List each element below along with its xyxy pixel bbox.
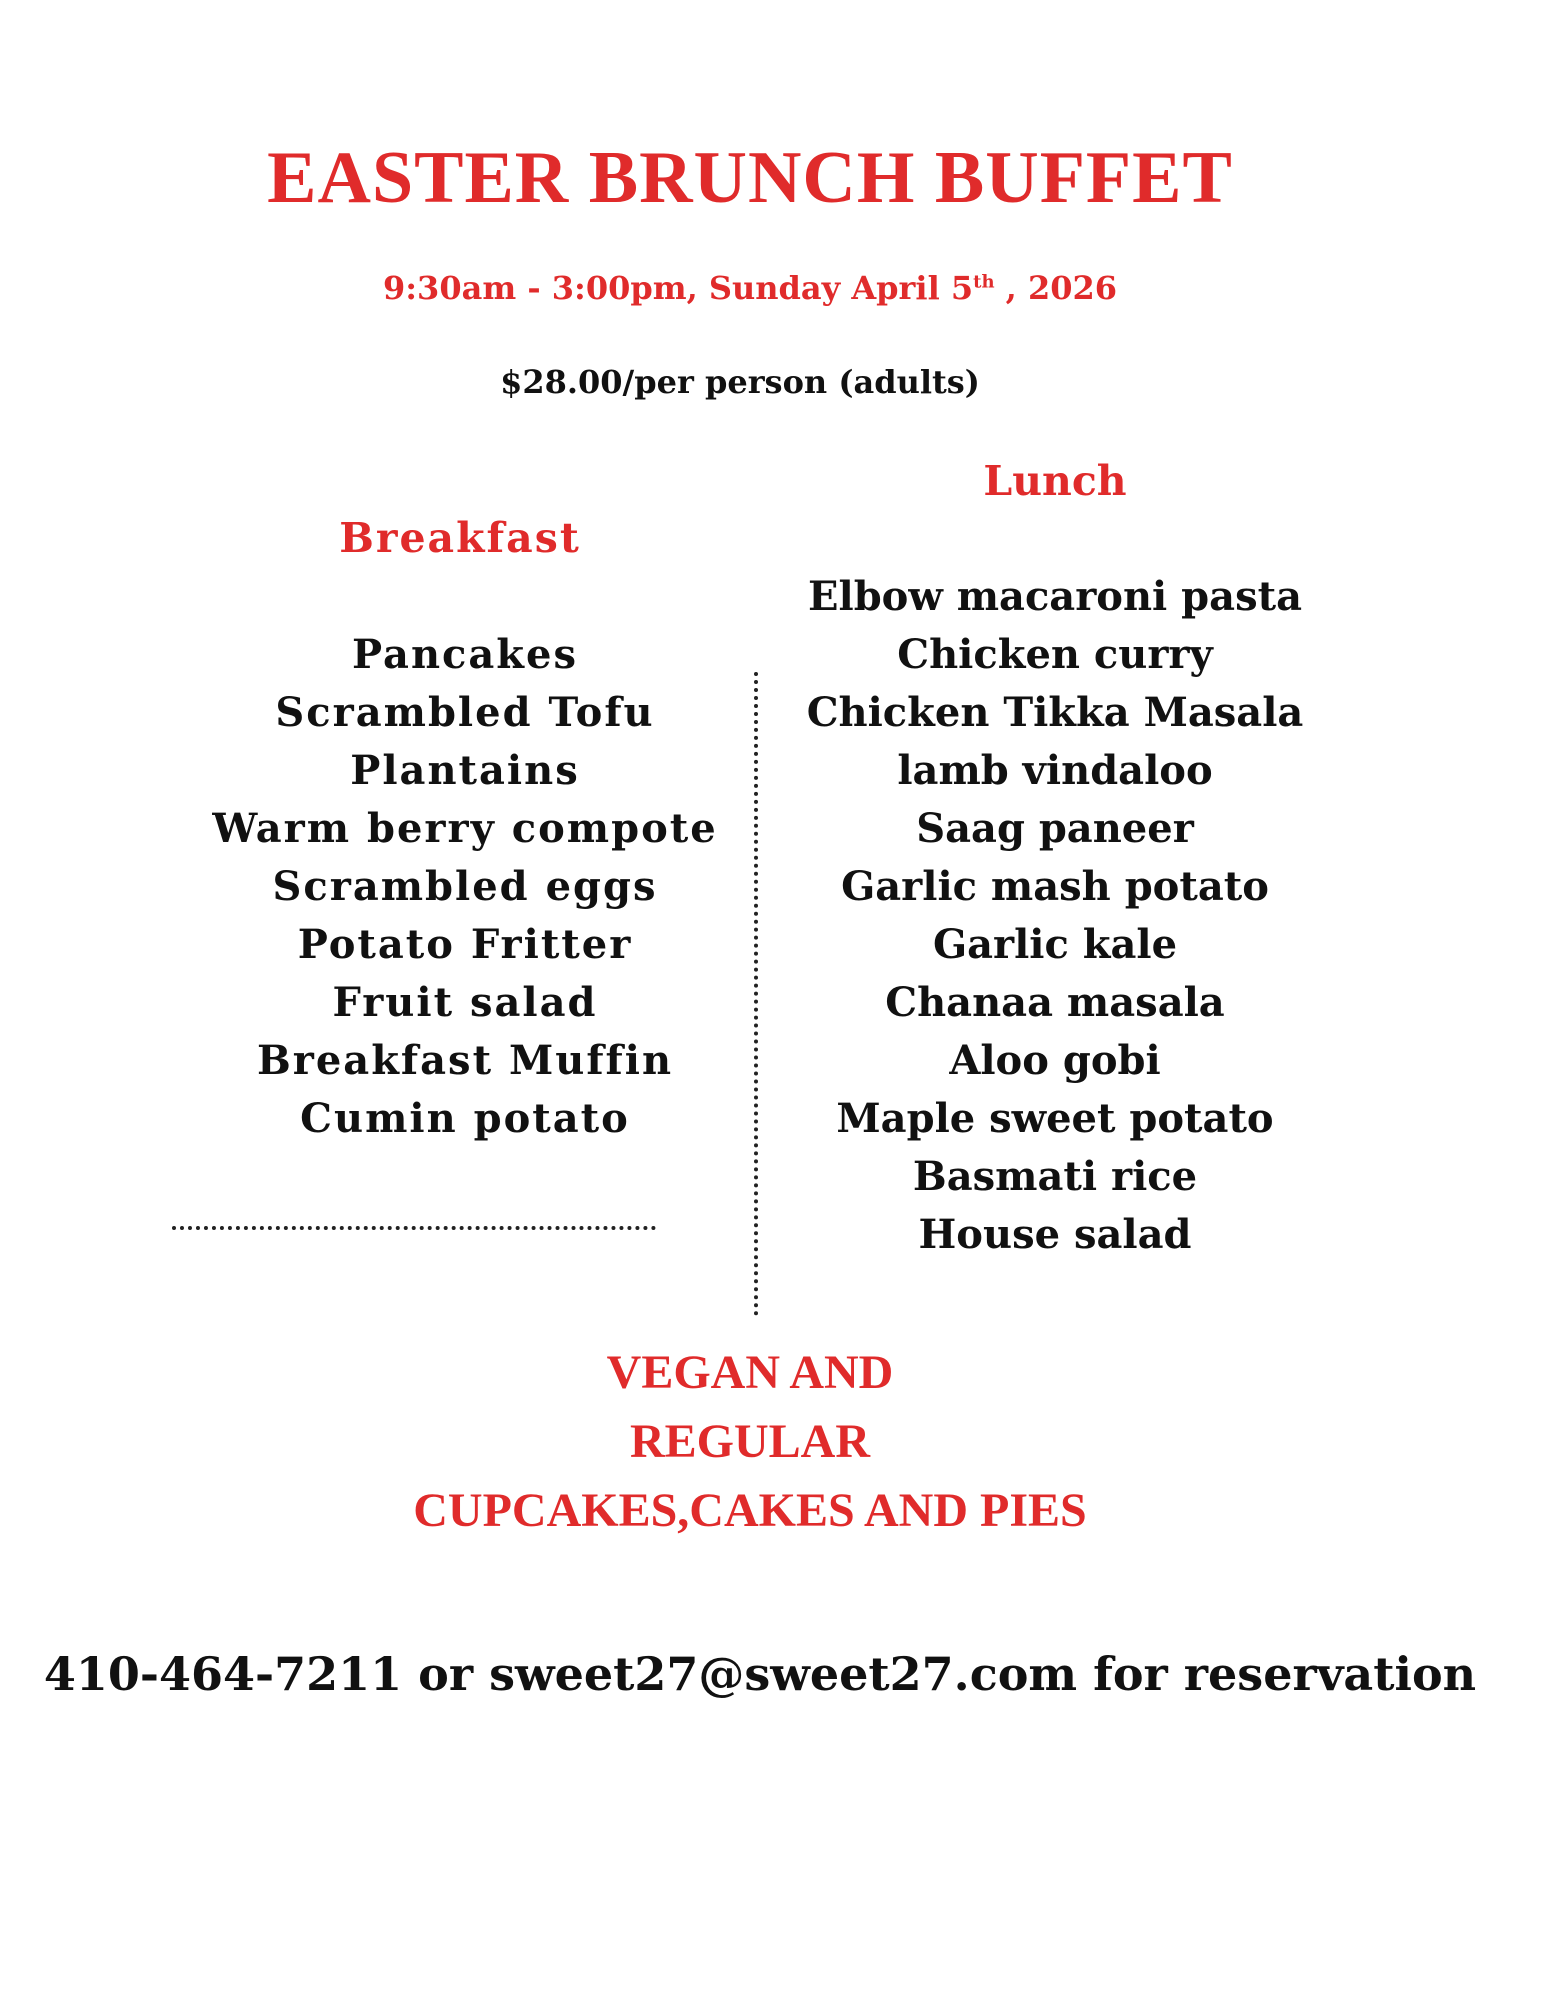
lunch-item: Chicken curry [897, 631, 1213, 678]
lunch-item: Aloo gobi [949, 1037, 1161, 1084]
desserts-line: REGULAR [629, 1415, 871, 1468]
lunch-item: Elbow macaroni pasta [808, 573, 1302, 620]
lunch-item: lamb vindaloo [897, 747, 1213, 794]
date-ordinal-suffix: th [973, 271, 995, 293]
breakfast-item: Potato Fritter [297, 921, 633, 968]
event-datetime [0, 268, 1500, 308]
lunch-item: Maple sweet potato [836, 1095, 1274, 1142]
lunch-item: Garlic mash potato [841, 863, 1269, 910]
event-date: 9:30am - 3:00pm, Sunday April 5 [382, 269, 974, 307]
page-title: EASTER BRUNCH BUFFET [267, 137, 1233, 219]
event-year: , 2026 [994, 269, 1118, 307]
breakfast-heading: Breakfast [339, 514, 581, 562]
breakfast-item: Warm berry compote [212, 805, 718, 852]
lunch-item: Saag paneer [916, 805, 1194, 852]
lunch-heading: Lunch [983, 457, 1127, 505]
lunch-item: Chanaa masala [885, 979, 1225, 1026]
breakfast-item: Scrambled Tofu [275, 689, 655, 736]
price-per-person: $28.00/per person (adults) [500, 363, 980, 401]
lunch-menu-list [780, 568, 1330, 1264]
lunch-item: Basmati rice [912, 1153, 1198, 1200]
breakfast-item: Pancakes [352, 631, 578, 678]
dotted-divider-horizontal [172, 1226, 656, 1230]
lunch-item: Garlic kale [932, 921, 1178, 968]
breakfast-menu-list [180, 626, 750, 1148]
lunch-item: House salad [918, 1211, 1192, 1258]
reservation-contact: 410-464-7211 or sweet27@sweet27.com for reservation [43, 1647, 1477, 1701]
desserts-line: CUPCAKES,CAKES AND PIES [413, 1484, 1087, 1537]
breakfast-item: Fruit salad [332, 979, 598, 1026]
desserts-callout [0, 1338, 1500, 1545]
breakfast-item: Scrambled eggs [272, 863, 658, 910]
dotted-divider-vertical [754, 672, 758, 1316]
breakfast-item: Cumin potato [300, 1095, 630, 1142]
lunch-item: Chicken Tikka Masala [806, 689, 1304, 736]
breakfast-item: Plantains [350, 747, 580, 794]
breakfast-item: Breakfast Muffin [256, 1037, 674, 1084]
desserts-line: VEGAN AND [606, 1346, 894, 1399]
